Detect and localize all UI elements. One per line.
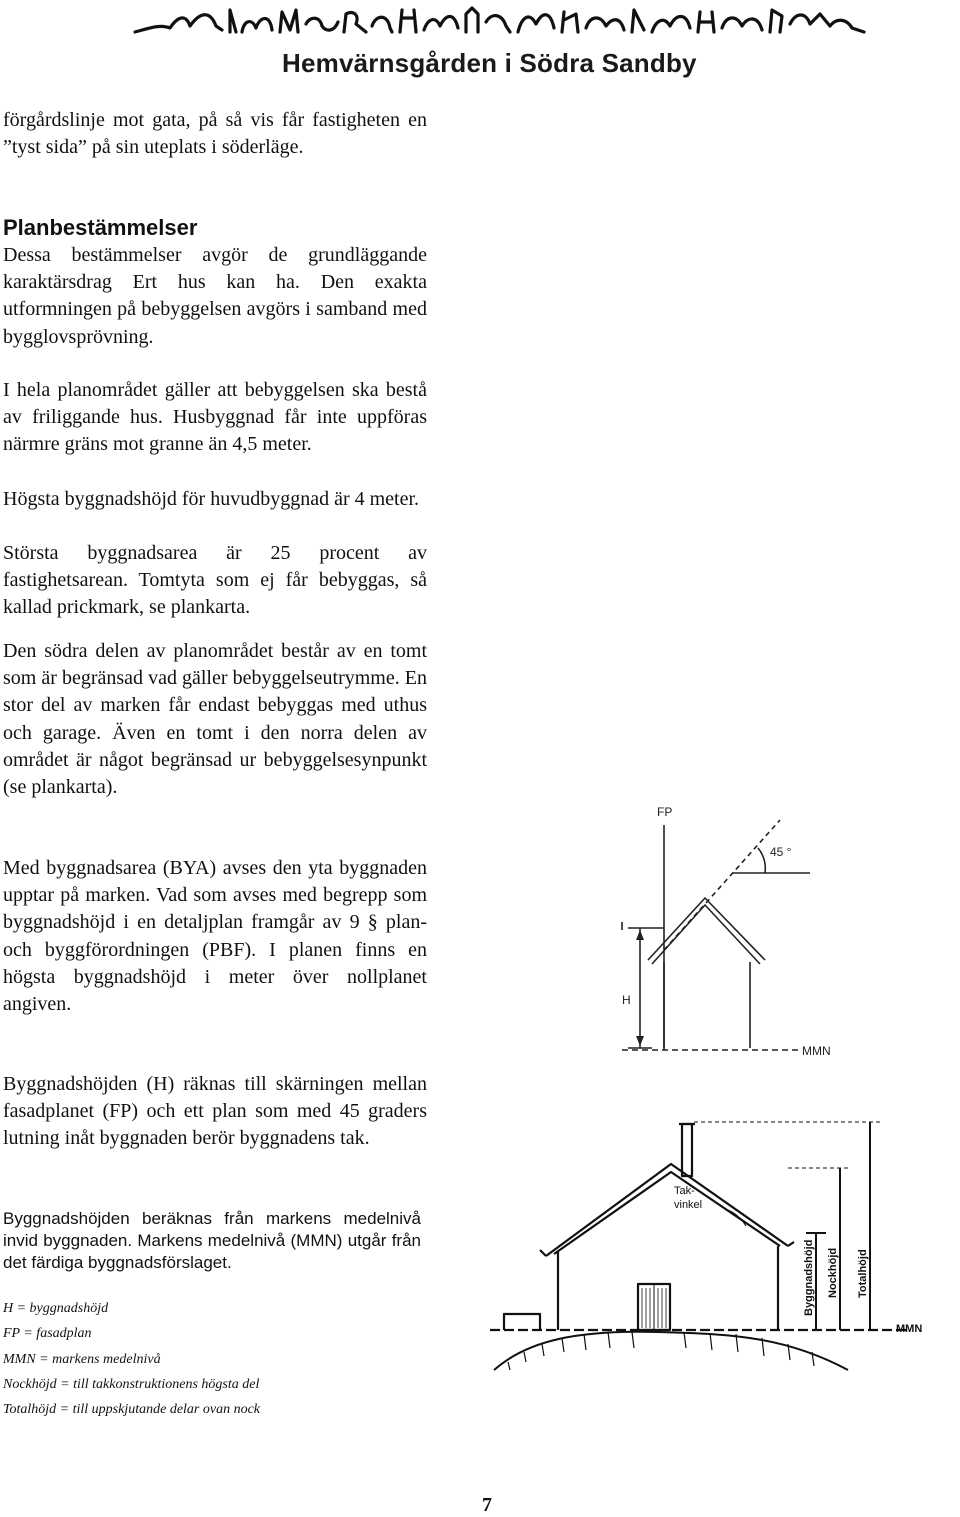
abbreviation-legend (3, 1296, 423, 1422)
paragraph-intro: förgårdslinje mot gata, på så vis får fastigheten en ”tyst sida” på sin uteplats i söderläge. (3, 109, 427, 159)
fp-label: FP (657, 805, 673, 819)
building-height-diagram (600, 790, 850, 1070)
legend-item: FP = fasadplan (3, 1326, 92, 1342)
paragraph-mmn: Byggnadshöjden beräknas från markens medelnivå invid byggnaden. Markens medelnivå (MMN) utgår från det färdiga byggnadsförslaget. (3, 1209, 421, 1272)
legend-item: Totalhöjd = till uppskjutande delar ovan nock (3, 1402, 261, 1418)
h-label: H (622, 993, 631, 1007)
paragraph-sodra-delen: Den södra delen av planområdet består av en tomt som är begränsad vad gäller bebyggelseutrymme. En stor del av marken får endast bebyggas med uthus och garage. Även en tomt i den norra delen av området är något begränsad ur bebyggelsesynpunkt (se plankarta). (3, 640, 427, 799)
nockhojd-label: Nockhöjd (827, 1247, 839, 1298)
mmn-label: MMN (802, 1044, 831, 1058)
mmn-label: MMN (896, 1323, 923, 1335)
paragraph-byggnadsarea: Största byggnadsarea är 25 procent av fastighetsarean. Tomtyta som ej får bebyggas, så kallad prickmark, se plankarta. (3, 542, 427, 619)
paragraph-bya: Med byggnadsarea (BYA) avses den yta byggnaden upptar på marken. Vad som avses med begrepp som byggnadshöjd i en detaljplan framgår av 9 § plan- och byggförordningen (PBF). I planen finns en högsta byggnadshöjd i meter över nollplanet angiven. (3, 857, 427, 1016)
paragraph-plan-intro: Dessa bestämmelser avgör de grundläggande karaktärsdrag Ert hus kan ha. Den exakta utformningen på bebyggelsen avgörs i samband med bygglovsprövning. (3, 244, 427, 348)
paragraph-friliggande: I hela planområdet gäller att bebyggelsen ska bestå av friliggande hus. Husbyggnad får inte uppföras närmre gräns mot granne än 4,5 meter. (3, 379, 427, 456)
page-number: 7 (482, 1494, 492, 1516)
paragraph-byggnadshojd: Högsta byggnadshöjd för huvudbyggnad är 4 meter. (3, 488, 420, 510)
totalhojd-label: Totalhöjd (857, 1249, 869, 1298)
legend-item: H = byggnadshöjd (3, 1301, 109, 1316)
header-skyline-decoration (130, 2, 870, 40)
takvinkel-label: vinkel (674, 1199, 703, 1211)
legend-item: Nockhöjd = till takkonstruktionens högsta del (3, 1376, 260, 1392)
takvinkel-label: Tak- (674, 1185, 695, 1197)
angle-label: 45 ° (770, 845, 792, 859)
house-heights-diagram (488, 1118, 958, 1388)
paragraph-berakning-h: Byggnadshöjden (H) räknas till skärningen mellan fasadplanet (FP) och ett plan som med 45 graders lutning inåt byggnaden berör byggnadens tak. (3, 1073, 427, 1150)
site-title: Hemvärnsgården i Södra Sandby (282, 48, 697, 78)
byggnadshojd-label: Byggnadshöjd (803, 1239, 815, 1316)
section-heading: Planbestämmelser (3, 215, 198, 240)
legend-item: MMN = markens medelnivå (3, 1351, 161, 1367)
